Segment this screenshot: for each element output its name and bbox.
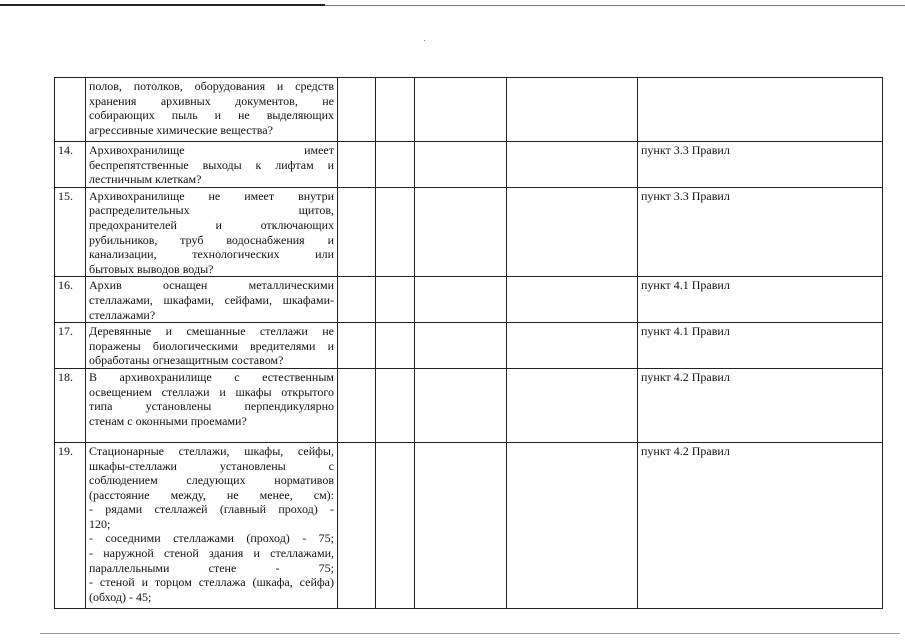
legal-reference: пункт 4.2 Правил: [638, 442, 883, 608]
answer-yes-cell: [338, 187, 376, 277]
requirement-line: шкафы-стеллажи установлены с: [89, 458, 334, 473]
answer-no-cell: [376, 368, 415, 442]
requirement-line: стенам с оконными проемами?: [89, 413, 247, 428]
requirement-line: собирающих пыль и не выделяющих: [89, 108, 334, 123]
requirement-line: (обход) - 45;: [89, 589, 152, 604]
requirement-line: - рядами стеллажей (главный проход) -: [89, 502, 334, 517]
requirement-line: канализации, технологических или: [89, 247, 334, 262]
row-number: 19.: [55, 442, 86, 608]
requirement-text: [86, 323, 338, 369]
requirement-line: соблюдением следующих нормативов: [89, 473, 334, 488]
table-row: [55, 277, 883, 323]
answer-yes-cell: [338, 442, 376, 608]
legal-reference: пункт 3.3 Правил: [638, 187, 883, 277]
requirement-text: [86, 142, 338, 188]
scan-border-top: [0, 4, 325, 6]
requirement-text: [86, 78, 338, 142]
requirement-text: [86, 187, 338, 277]
legal-reference: [638, 78, 883, 142]
requirement-line: распределительных щитов,: [89, 203, 334, 218]
not-applicable-cell: [415, 323, 507, 369]
comment-cell: [507, 277, 638, 323]
answer-no-cell: [376, 78, 415, 142]
answer-no-cell: [376, 277, 415, 323]
legal-reference: пункт 4.1 Правил: [638, 277, 883, 323]
legal-reference: пункт 3.3 Правил: [638, 142, 883, 188]
requirement-line: Стационарные стеллажи, шкафы, сейфы,: [89, 443, 334, 458]
comment-cell: [507, 323, 638, 369]
requirement-line: Архив оснащен металлическими: [89, 278, 334, 293]
requirement-line: беспрепятственные выходы к лифтам и: [89, 157, 334, 172]
not-applicable-cell: [415, 277, 507, 323]
requirement-line: типа установлены перпендикулярно: [89, 399, 334, 414]
requirement-line: стеллажами, шкафами, сейфами, шкафами-: [89, 292, 334, 307]
requirement-line: бытовых выводов воды?: [89, 261, 214, 276]
requirement-line: (расстояние между, не менее, см):: [89, 487, 334, 502]
comment-cell: [507, 78, 638, 142]
not-applicable-cell: [415, 442, 507, 608]
comment-cell: [507, 142, 638, 188]
requirement-line: стеллажами?: [89, 307, 156, 322]
requirement-line: В архивохранилище с естественным: [89, 369, 334, 384]
answer-no-cell: [376, 187, 415, 277]
requirement-line: Архивохранилище не имеет внутри: [89, 188, 334, 203]
requirement-line: предохранителей и отключающих: [89, 217, 334, 232]
not-applicable-cell: [415, 78, 507, 142]
not-applicable-cell: [415, 187, 507, 277]
answer-yes-cell: [338, 277, 376, 323]
legal-reference: пункт 4.1 Правил: [638, 323, 883, 369]
answer-yes-cell: [338, 142, 376, 188]
requirement-line: - соседними стеллажами (проход) - 75;: [89, 531, 334, 546]
not-applicable-cell: [415, 142, 507, 188]
row-number: 14.: [55, 142, 86, 188]
requirement-line: Архивохранилище имеет: [89, 143, 334, 157]
requirement-line: - наружной стеной здания и стеллажами,: [89, 546, 334, 561]
answer-yes-cell: [338, 323, 376, 369]
requirement-line: лестничным клеткам?: [89, 172, 202, 187]
row-number: [55, 78, 86, 142]
checklist-table: [54, 77, 883, 609]
table-row: [55, 78, 883, 142]
row-number: 17.: [55, 323, 86, 369]
not-applicable-cell: [415, 368, 507, 442]
table-row: [55, 187, 883, 277]
row-number: 18.: [55, 368, 86, 442]
requirement-text: [86, 277, 338, 323]
scan-border-bottom: [40, 633, 900, 634]
requirement-text: [86, 442, 338, 608]
table-row: [55, 442, 883, 608]
requirement-text: [86, 368, 338, 442]
answer-no-cell: [376, 442, 415, 608]
answer-no-cell: [376, 323, 415, 369]
comment-cell: [507, 442, 638, 608]
answer-yes-cell: [338, 368, 376, 442]
requirement-line: агрессивные химические вещества?: [89, 122, 273, 137]
requirement-line: поражены биологическими вредителями и: [89, 338, 334, 353]
requirement-line: параллельными стене - 75;: [89, 560, 334, 575]
requirement-line: обработаны огнезащитным составом?: [89, 353, 284, 368]
row-number: 16.: [55, 277, 86, 323]
row-number: 15.: [55, 187, 86, 277]
requirement-line: хранения архивных документов, не: [89, 93, 334, 108]
scan-speck: [424, 40, 425, 41]
requirement-line: освещением стеллажи и шкафы открытого: [89, 384, 334, 399]
requirement-line: полов, потолков, оборудования и средств: [89, 79, 334, 93]
requirement-line: 120;: [89, 516, 111, 531]
answer-yes-cell: [338, 78, 376, 142]
scan-border-top-thin: [325, 5, 905, 6]
table-row: [55, 142, 883, 188]
answer-no-cell: [376, 142, 415, 188]
comment-cell: [507, 368, 638, 442]
requirement-line: - стеной и торцом стеллажа (шкафа, сейфа): [89, 575, 334, 590]
table-row: [55, 368, 883, 442]
requirement-line: Деревянные и смешанные стеллажи не: [89, 324, 334, 339]
table-row: [55, 323, 883, 369]
comment-cell: [507, 187, 638, 277]
requirement-line: рубильников, труб водоснабжения и: [89, 232, 334, 247]
legal-reference: пункт 4.2 Правил: [638, 368, 883, 442]
